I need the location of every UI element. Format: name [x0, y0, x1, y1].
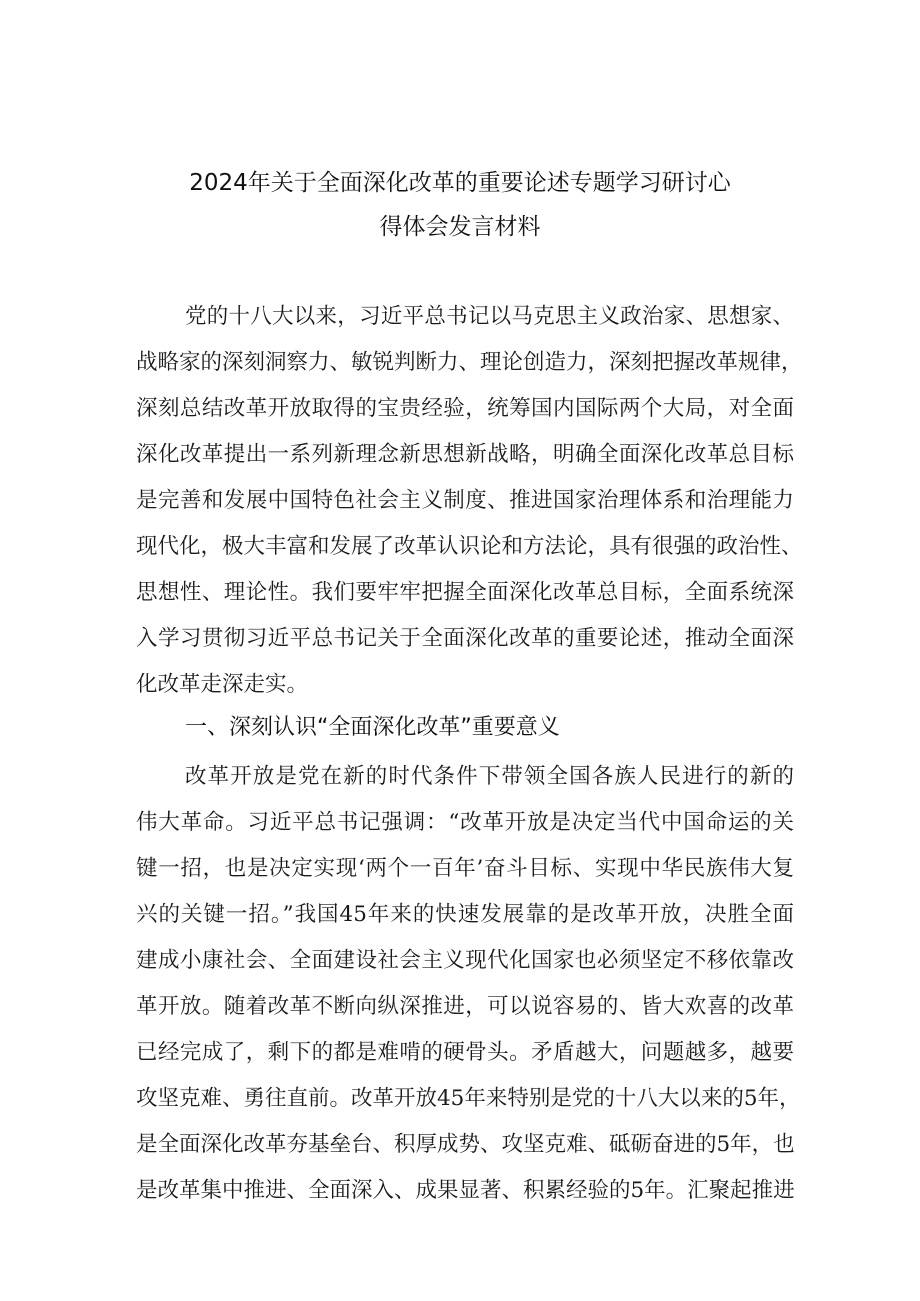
- section-heading: 一、深刻认识“全面深化改革”重要意义: [185, 715, 560, 740]
- paragraph-line: 现代化，极大丰富和发展了改革认识论和方法论，具有很强的政治性、: [136, 534, 803, 559]
- paragraph-line: 兴的关键一招。”我国45年来的快速发展靠的是改革开放，决胜全面: [136, 902, 794, 927]
- paragraph-line: 改革开放是党在新的时代条件下带领全国各族人民进行的新的: [185, 764, 794, 789]
- paragraph-line: 攻坚克难、勇往直前。改革开放45年来特别是党的十八大以来的5年，: [136, 1086, 801, 1111]
- paragraph-line: 入学习贯彻习近平总书记关于全面深化改革的重要论述，推动全面深: [136, 626, 794, 651]
- paragraph-line: 已经完成了，剩下的都是难啃的硬骨头。矛盾越大，问题越多，越要: [136, 1040, 794, 1065]
- paragraph-line: 化改革走深走实。: [136, 672, 309, 697]
- document-title-line-1: 2024年关于全面深化改革的重要论述专题学习研讨心: [189, 170, 731, 196]
- paragraph-line: 深化改革提出一系列新理念新思想新战略，明确全面深化改革总目标: [136, 442, 794, 467]
- paragraph-line: 是完善和发展中国特色社会主义制度、推进国家治理体系和治理能力: [136, 488, 794, 513]
- paragraph-line: 是全面深化改革夯基垒台、积厚成势、攻坚克难、砥砺奋进的5年，也: [136, 1132, 795, 1157]
- paragraph-line: 建成小康社会、全面建设社会主义现代化国家也必须坚定不移依靠改: [136, 948, 794, 973]
- paragraph-line: 是改革集中推进、全面深入、成果显著、积累经验的5年。汇聚起推进: [136, 1178, 795, 1203]
- paragraph-line: 思想性、理论性。我们要牢牢把握全面深化改革总目标，全面系统深: [136, 580, 794, 605]
- paragraph-line: 键一招，也是决定实现‘两个一百年’奋斗目标、实现中华民族伟大复: [136, 856, 794, 881]
- paragraph-line: 革开放。随着改革不断向纵深推进，可以说容易的、皆大欢喜的改革: [136, 994, 794, 1019]
- paragraph-line: 战略家的深刻洞察力、敏锐判断力、理论创造力，深刻把握改革规律，: [136, 350, 803, 375]
- paragraph-line: 深刻总结改革开放取得的宝贵经验，统筹国内国际两个大局，对全面: [136, 396, 794, 421]
- paragraph-line: 伟大革命。习近平总书记强调：“改革开放是决定当代中国命运的关: [136, 810, 794, 835]
- document-title-line-2: 得体会发言材料: [379, 214, 541, 240]
- paragraph-line: 党的十八大以来，习近平总书记以马克思主义政治家、思想家、: [185, 304, 794, 329]
